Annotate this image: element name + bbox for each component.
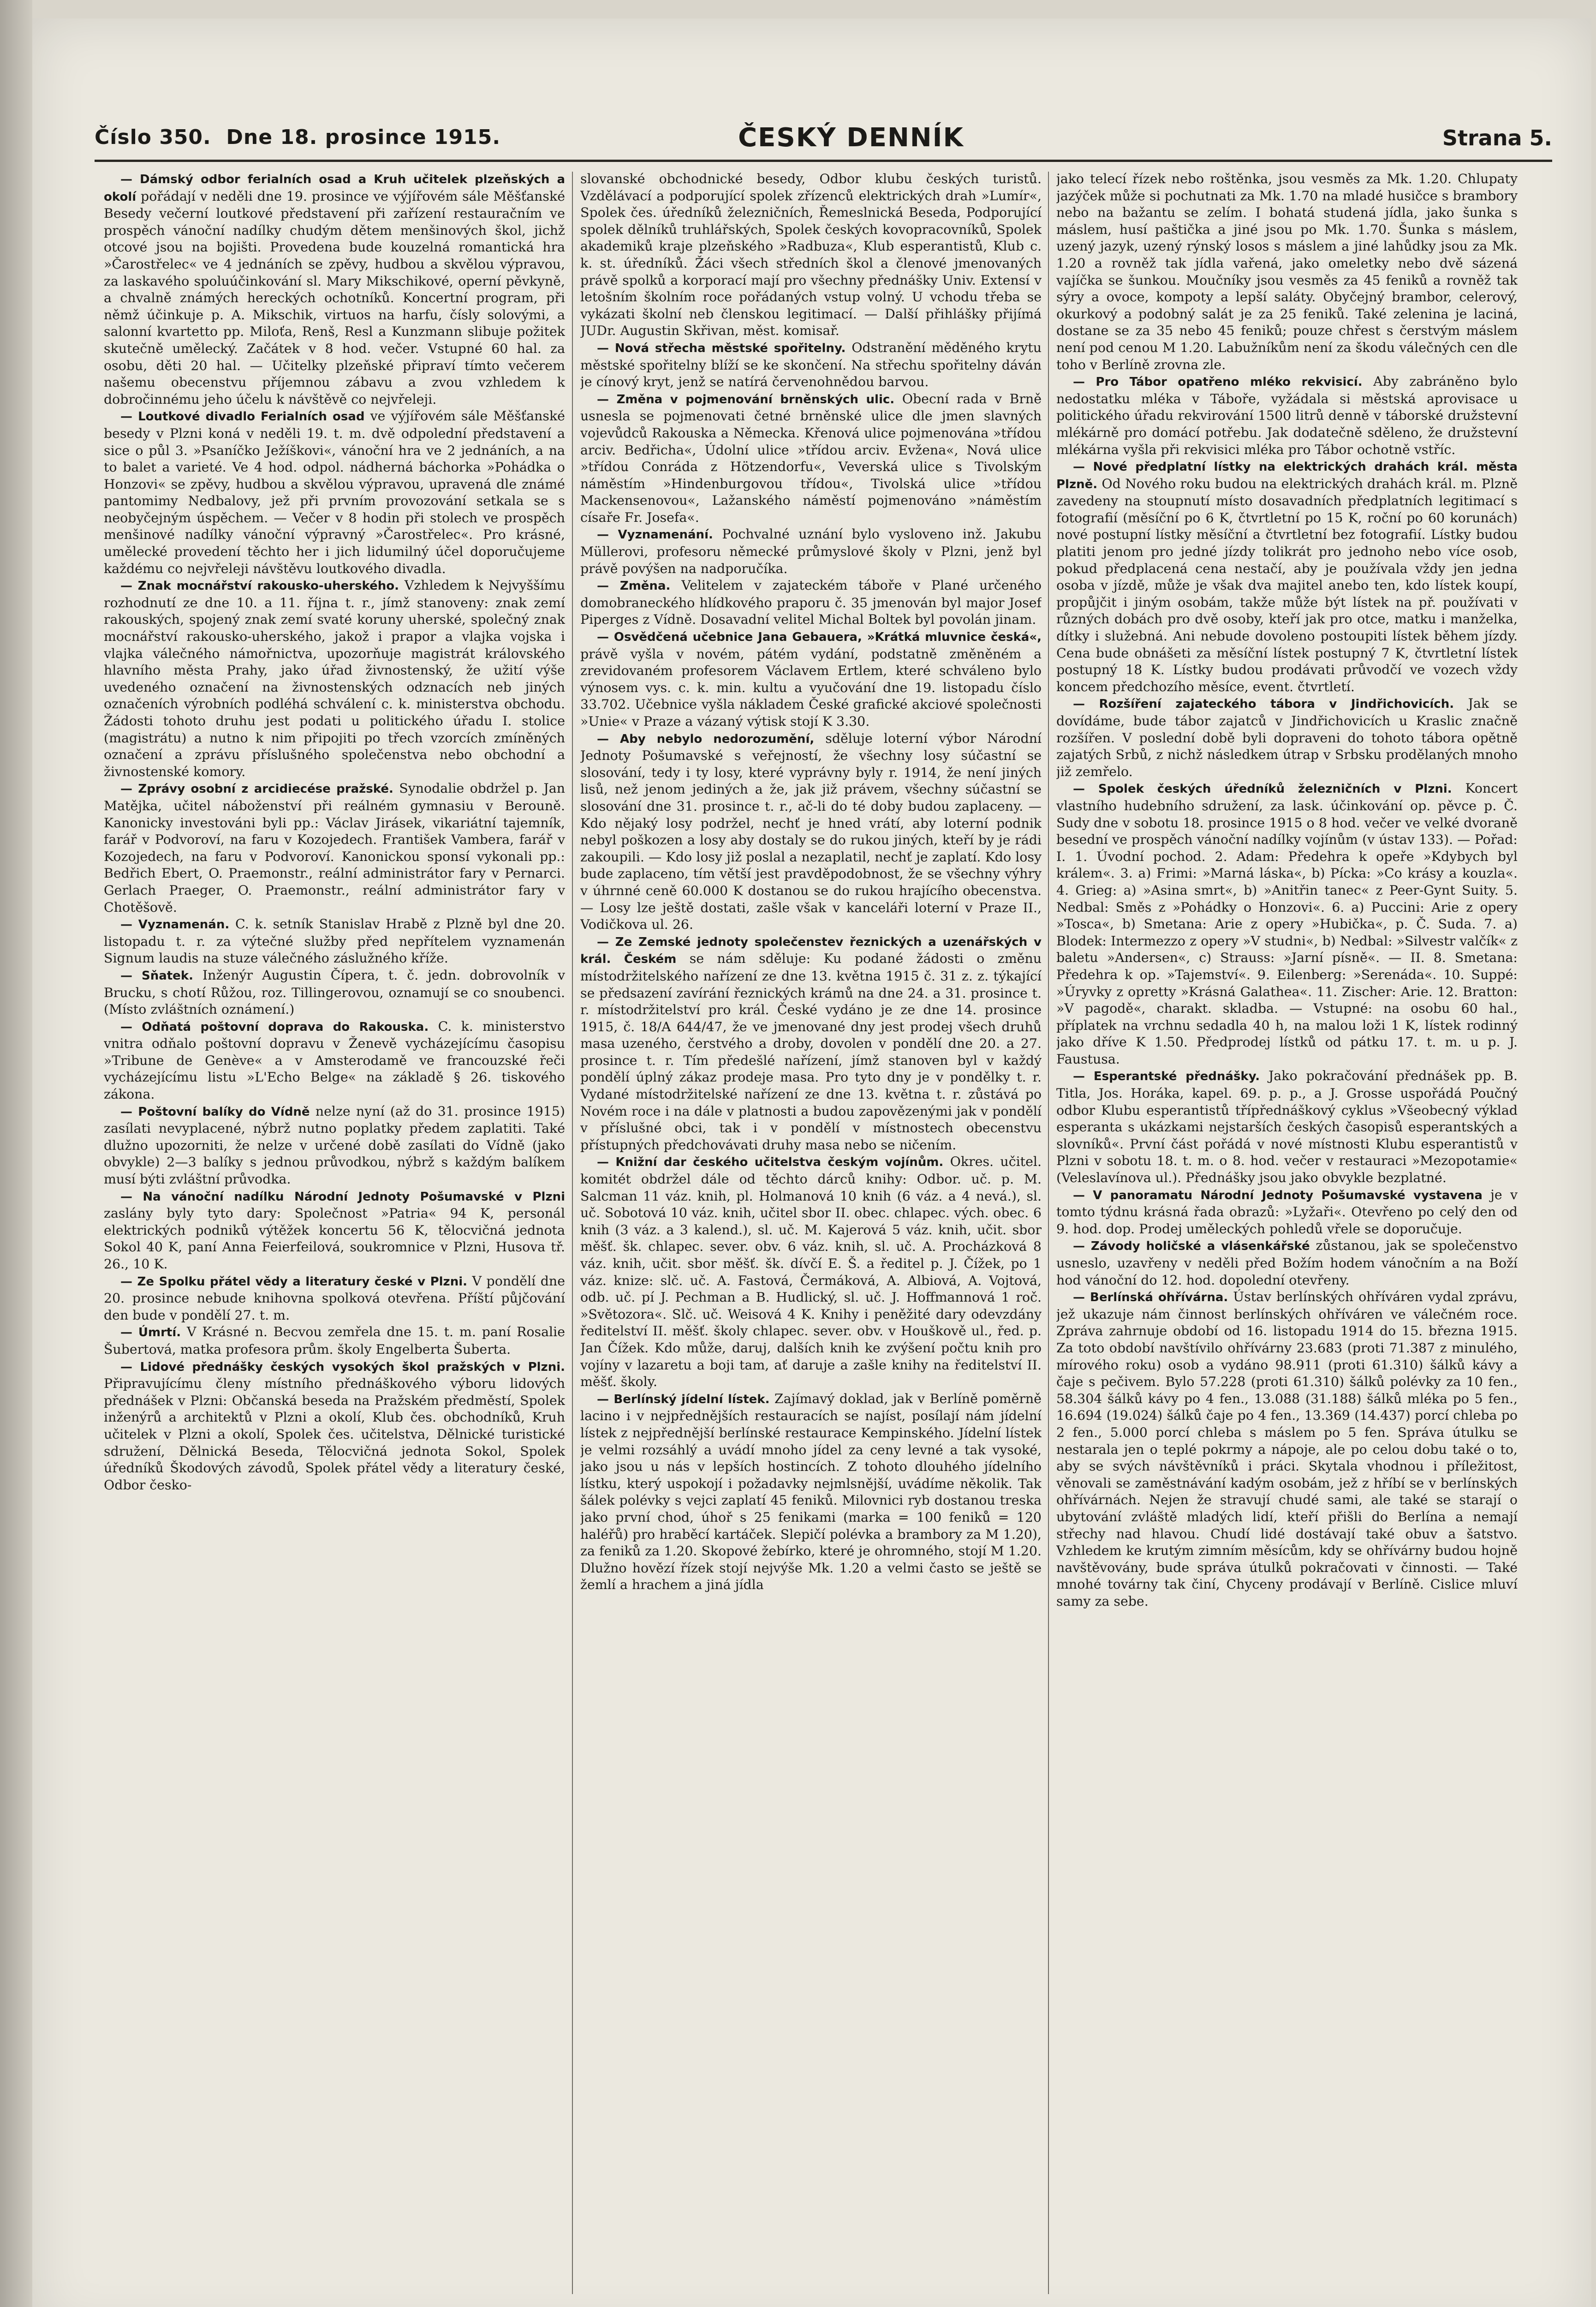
article-headline: — Změna v pojmenování brněnských ulic. [597,392,895,406]
article-headline: — Berlínská ohřívárna. [1073,1291,1228,1305]
article-headline: — Knižní dar českého učitelstva českým vojínům. [597,1155,944,1170]
article-headline: — Vyznamenání. [597,528,713,542]
article-body: jako telecí řízek nebo roštěnka, jsou vesměs za Mk. 1.20. Chlupaty jazýček může si pochutnati za Mk. 1.70 na mladé husičce s brambory nebo na bažantu se zelím. I bohatá studená jídla, jako šunka s máslem, husí paštička a jiné jsou po Mk. 1.70. Šunka s máslem, uzený jazyk, uzený rýnský losos s máslem a jiné lahůdky jsou za Mk. 1.20 a rovněž tak jídla vařená, jako omeletky nebo dvě sázená vajíčka se šunkou. Moučníky jsou vesměs za 45 feniků a rovněž tak sýry a ovoce, kompoty a lepší saláty. Obyčejný brambor, celerový, okurkový a podobný salát je za 25 feniků. Také zelenina je laciná, dostane se za 35 nebo 45 feniků; pouze chřest s čerstvým máslem není pod cenou M 1.20. Labužníkům není za škodu válečných cen dle toho v Berlíně zrovna zle. [1056,171,1518,372]
issue-number: Číslo 350. [95,126,211,149]
article-headline: — Berlínský jídelní lístek. [597,1392,770,1406]
article-body: Jak se dovídáme, bude tábor zajatců v Jindřichovicích u Kraslic značně rozšířen. V poslední době byli dopraveni do tohoto tábora opětně zajatých Srbů, z nichž následkem útrap v Srbsku prodělaných mnoho již zemřelo. [1056,696,1518,779]
article-paragraph [580,730,1042,933]
page-number: Strana 5. [1442,126,1552,150]
issue-date-line [95,126,500,149]
article-body: Zajímavý doklad, jak v Berlíně poměrně lacino i v nejpřednějších restauracích se najíst, posílají nám jídelní lístek z nejpřednější berlínské restaurace Kempinského. Jídelní lístek je velmi rozsáhlý a uvádí mnoho jídel za ceny levné a tak vysoké, jako jsou u nás v lepších hostincích. Z tohoto dlouhého jídelního lístku, který uspokojí i požadavky nejmlsnější, uvádíme několik. Tak šálek polévky s vejci zaplatí 45 feniků. Milovnici ryb dostanou treska jako první chod, úhoř s 25 fenikami (marka = 100 feniků = 120 haléřů) pro hraběcí kartáček. Slepičí polévka a brambory za M 1.20), za feniků za 1.20. Skopové žebírko, které je ohromného, stojí M 1.20. Dlužno hovězí řízek stojí nejvýše Mk. 1.20 a velmi často se ještě se žemlí a hrachem a jiná jídla [580,1391,1042,1593]
article-headline: — Esperantské přednášky. [1073,1070,1260,1084]
article-headline: — Vyznamenán. [120,918,230,932]
article-paragraph [580,1391,1042,1594]
article-body: Ústav berlínských ohříváren vydal zprávu, jež ukazuje nám činnost berlínských ohříváren ve válečném roce. Zpráva zahrnuje období od 16. listopadu 1914 do 15. března 1915. Za toto období navštívilo ohřívárny 23.683 (proti 71.387 z minulého, mírového roku) osob a vydáno 98.911 (proti 61.310) šálků kávy a čaje s pečivem. Bylo 57.228 (proti 61.310) šálků polévky za 10 fen., 58.304 šálků kávy po 4 fen., 13.088 (31.188) šálků mléka po 5 fen., 16.694 (19.024) šálků čaje po 4 fen., 13.369 (14.437) porcí chleba po 2 fen., 5.000 porcí chleba s máslem po 5 fen. Správa útulku se nestarala jen o teplé pokrmy a nápoje, ale po celou dobu také o to, aby se svých návštěvníků i práci. Skytala vhodnou i příležitost, věnovali se zaměstnávání kadým osobám, jež z hříbí se v berlínských ohřívárnách. Nejen že stravují chudé sami, ale také se starají o ubytování zvláště mladých lidí, kteří přišli do Berlína a nemají střechy nad hlavou. Chudí lidé dostávají také obuv a šatstvo. Vzhledem ke krutým zimním měsícům, kdy se ohřívárny budou hojně navštěvovány, bude správa útulků pokračovati v činnosti. — Také mnohé továrny tak činí, Chyceny prodávají v Berlíně. Cislice mluví samy za sebe. [1056,1289,1518,1609]
article-headline: — Na vánoční nadílku Národní Jednoty Pošumavské v Plzni [120,1189,565,1204]
article-headline: — Osvědčená učebnice Jana Gebauera, »Krátká mluvnice česká«, [597,630,1042,645]
article-headline: — Zprávy osobní z arcidiecése pražské. [120,782,393,796]
article-paragraph [580,391,1042,526]
article-headline: — Nové předplatní lístky na elektrických drahách král. města Plzně. [1056,460,1518,491]
issue-date: Dne 18. prosince 1915. [226,126,501,149]
article-paragraph [1056,1068,1518,1186]
article-paragraph [104,1103,565,1188]
article-body: Odstranění měděného krytu městské spořitelny blíží se ke skončení. Na střechu spořitelny dáván je cínový kryt, jenž se natírá červenohnědou barvou. [580,340,1042,390]
article-paragraph [1056,458,1518,695]
article-body: zaslány byly tyto dary: Společnost »Patria« 94 K, personál elektrických podniků výtěžek koncertu 56 K, tělocvičná jednota Sokol 40 K, paní Anna Feierfeilová, soukromnice v Plzni, Husova tř. 26., 10 K. [104,1206,565,1272]
article-paragraph [580,340,1042,391]
article-body: je v tomto týdnu krásná řada obrazů: »Lyžaři«. Otevřeno po celý den od 9. hod. dop. Prodej uměleckých pohledů vřele se doporučuje. [1056,1187,1518,1237]
column-1 [104,171,565,2302]
article-headline: — Závody holičské a vlásenkářské [1073,1239,1310,1254]
article-body: Připravujícímu členy místního přednáškového výboru lidových přednášek v Plzni: Občanská beseda na Pražském předměstí, Spolek inženýrů a architektů v Plzni a okolí, Klub čes. obchodníků, Kruh učitelek v Plzni a okolí, Spolek čes. učitelstva, Dělnické turistické sdružení, Dělnická Beseda, Tělocvičná jednota Sokol, Spolek úředníků Škodových závodů, Spolek přátel vědy a literatury české, Odbor česko- [104,1376,565,1493]
article-paragraph [1056,780,1518,1068]
article-paragraph [104,577,565,780]
article-paragraph [104,1273,565,1324]
article-body: Jako pokračování přednášek pp. B. Titla, Jos. Horáka, kapel. 69. p. p., a J. Grosse uspořádá Poučný odbor Klubu esperantistů třípřednáškový cyklus »Všeobecný výklad esperanta s ukázkami nejstarších českých časopisů esperantských a slovníků«. První část pořádá v nové místnosti Klubu esperantistů v Plzni v sobotu 18. t. m. o 8. hod. večer v restauraci »Mezopotamie« (Veleslavínova ul.). Přednášky jsou jako obvykle bezplatné. [1056,1068,1518,1186]
article-body: V Krásné n. Becvou zemřela dne 15. t. m. paní Rosalie Šubertová, matka profesora prům. školy Engelberta Šuberta. [104,1324,565,1357]
article-paragraph [104,408,565,577]
article-body: zůstanou, jak se společenstvo usneslo, uzavřeny v neděli před Božím hodem vánočním a na Boží hod vánoční do 12. hod. dopolední otevřeny. [1056,1238,1518,1288]
article-headline: — Znak mocnářství rakousko-uherského. [120,579,399,593]
article-headline: — Úmrtí. [120,1326,181,1340]
article-paragraph [1056,695,1518,780]
article-paragraph [104,916,565,967]
article-paragraph [580,628,1042,730]
column-2 [580,171,1042,2302]
article-headline: — Poštovní balíky do Vídně [120,1105,310,1119]
article-body: Obecní rada v Brně usnesla se pojmenovati četné brněnské ulice dle jmen slavných vojevůdců Rakouska a Německa. Křenová ulice pojmenována »třídou arciv. Bedřicha«, Údolní ulice »třídou arciv. Evžena«, Nová ulice »třídou Conráda z Hötzendorfu«, Veverská ulice s Tivolským náměstím »Hindenburgovou třídou«, Tivolská ulice »třídou Mackensenovou«, Lažanského náměstí pojmenováno »náměstím císaře Fr. Josefa«. [580,391,1042,525]
article-paragraph [104,171,565,408]
article-paragraph [580,933,1042,1154]
article-body: Pochvalné uznání bylo vysloveno inž. Jakubu Müllerovi, profesoru německé průmyslové školy v Plzni, jenž byl právě povýšen na nadporučíka. [580,526,1042,576]
article-headline: — Změna. [597,579,671,593]
article-paragraph [580,577,1042,628]
article-body: nelze nyní (až do 31. prosince 1915) zasílati nevyplacené, nýbrž nutno poplatky předem zaplatiti. Také dlužno upozorniti, že nelze v určené době zasílati do Vídně (jako obvykle) 2—3 balíky s jednou průvodkou, nýbrž s každým balíkem musí býti zvláštní průvodka. [104,1103,565,1187]
article-body: Koncert vlastního hudebního sdružení, za lask. účinkování op. pěvce p. Č. Sudy dne v sobotu 18. prosince 1915 o 8 hod. večer ve velké dvoraně besední ve prospěch vánoční nadílky vojínům (v ústav 133). — Pořad: I. 1. Úvodní pochod. 2. Adam: Předehra k opeře »Kdybych byl králem«. 3. a) Frimi: »Marná láska«, b) Pícka: »Co krásy a kouzla«. 4. Grieg: a) »Asina smrt«, b) »Anitřin tanec« z Peer-Gynt Suity. 5. Nedbal: Směs z »Pohádky o Honzovi«. 6. a) Puccini: Arie z opery »Tosca«, b) Smetana: Arie z opery »Hubička«, p. Č. Suda. 7. a) Blodek: Intermezzo z opery »V studni«, b) Nedbal: »Silvestr valčík« z baletu »Andersen«, c) Strauss: »Jarní písně«. — II. 8. Smetana: Předehra k op. »Tajemství«. 9. Eilenberg: »Serenáda«. 10. Suppé: »Úryvky z opretty »Krásná Galathea«. 11. Zischer: Arie. 12. Bratton: »V pagodě«, charakt. skladba. — Vstupné: na osobu 60 hal., příplatek na vrchnu sedadla 40 h, na malou loži 1 K, lístek rodinný jako dříve K 1.50. Předprodej lístků od pátku 17. t. m. u p. J. Faustusa. [1056,781,1518,1067]
article-paragraph [1056,1187,1518,1238]
article-paragraph [580,171,1042,340]
column-separator [1048,172,1049,2294]
article-headline: — Rozšíření zajateckého tábora v Jindřichovicích. [1073,697,1454,711]
article-body: Aby zabráněno bylo nedostatku mléka v Táboře, vyžádala si městská aprovisace u politického úřadu rekvirování 1500 litrů denně v táborské družstevní mlékárně pro domácí potřebu. Jak dodatečně sděleno, že družstevní mlékárna vyšla při rekvisici mléka pro Tábor ochotně vstříc. [1056,374,1518,457]
article-body: sděluje loterní výbor Národní Jednoty Pošumavské s veřejností, že všechny losy súčastní se slosování, tedy i ty losy, které vyprávny byly r. 1914, že není jiných lisů, než jenom jediných a že, jak již právem, všechny súčastní se slosování dne 31. prosince t. r., ač-li do té doby budou zaplaceny. — Kdo nějaký losy podržel, nechť je hned vrátí, aby loterní podnik nebyl poškozen a losy aby dostaly se do rukou jiných, kteří by je rádi zakoupili. — Kdo losy již poslal a nezaplatil, nechť je zaplatí. Kdo losy bude zaplaceno, tím větší jest pravděpodobnost, že se všechny výhry v úhrnné ceně 60.000 K dostanou se do rukou hrajícího obecenstva. — Losy lze ještě dostati, zašle však v kanceláři loterní v Praze II., Vodičkova ul. 26. [580,730,1042,932]
column-3 [1056,171,1518,2302]
article-body: právě vyšla v novém, pátém vydání, podstatně změněném a zrevidovaném profesorem Václavem Ertlem, které schváleno bylo výnosem vys. c. k. min. kultu a vyučování dne 19. listopadu číslo 33.702. Učebnice vyšla nákladem České grafické akciové společnosti »Unie« v Praze a vázaný výtisk stojí K 3.30. [580,646,1042,729]
article-headline: — Spolek českých úředníků železničních v Plzni. [1073,782,1452,796]
article-headline: — Ze Zemské jednoty společenstev řeznických a uzenářských v král. Českém [580,935,1042,967]
article-paragraph [104,1358,565,1494]
article-body: Okres. učitel. komitét obdržel dále od těchto dárců knihy: Odbor. uč. p. M. Salcman 11 váz. knih, pl. Holmanová 10 knih (6 váz. a 4 nevá.), sl. uč. Sobotová 10 váz. knih, učitel sbor II. obec. chlapec. vých. obec. 6 knih (3 váz. a 3 kalend.), sl. uč. M. Kajerová 5 váz. knih, učit. sbor měšť. šk. chlapec. sever. obv. 6 váz. knih, sl. uč. A. Procházková 8 váz. knih, učit. sbor měšť. šk. dívčí E. Š. a ředitel p. J. Čížek, po 1 váz. knize: slč. uč. A. Fastová, Čermáková, A. Albiová, A. Vojtová, odb. uč. pí J. Pechman a B. Hudlický, sl. uč. J. Hoffmannová 1 roč. »Světozora«. Slč. uč. Weisová 4 K. Knihy i peněžité dary odevzdány ředitelství II. měšť. školy chlapec. sever. obv. v Houškově ul., řed. p. Jan Čížek. Kdo může, daruj, dalších knih ke zvýšení počtu knih pro vojíny v lazaretu a boji tam, ať daruje a zašle knihy na ředitelství II. měšť. školy. [580,1154,1042,1390]
article-headline: — Odňatá poštovní doprava do Rakouska. [120,1020,429,1034]
article-paragraph [104,1018,565,1103]
article-body: Od Nového roku budou na elektrických drahách král. m. Plzně zavedeny na stoupnutí místo dosavadních předplatních legitimací s fotografií (měsíční po 6 K, čtvrtletní po 15 K, roční po 60 korunách) nové postupní lístky měsíční a čtvrtletní bez fotografií. Lístky budou platiti jenom pro jedné jízdy tolikrát pro jednoho nebo více osob, pokud předplacená cena nestačí, aby je používala vždy jen jedna osoba v jízdě, může je však dva majitel anebo ten, kdo lístek koupí, propůjčit i jiným osobám, takže může být lístek na př. používati v různých dobách pro dvě osoby, kteří jak pro otce, matku i manželka, dítky i služebná. Ani nebude dovoleno postoupiti lístek během jízdy. Cena bude obnášeti za měsíční lístek postupný 7 K, čtvrtletní lístek postupný 18 K. Lístky budou prodávati průvodčí ve vozech vždy koncem předchozího měsíce, event. čtvrtletí. [1056,476,1518,694]
article-headline: — Ze Spolku přátel vědy a literatury české v Plzni. [120,1274,467,1289]
article-body: C. k. setník Stanislav Hrabě z Plzně byl dne 20. listopadu t. r. za výtečné služby před nepřítelem vyznamenán Signum laudis na stuze válečného záslužného kříže. [104,916,565,966]
article-paragraph [104,1188,565,1273]
article-body: Velitelem v zajateckém táboře v Plané určeného domobraneckého hlídkového praporu č. 35 jmenován byl major Josef Piperges z Vídně. Dosavadní velitel Michal Boltek byl povolán jinam. [580,578,1042,628]
article-paragraph [1056,373,1518,458]
article-body: V pondělí dne 20. prosince nebude knihovna spolková otevřena. Příští půjčování den bude v pondělí 27. t. m. [104,1273,565,1323]
article-headline: — Nová střecha městské spořitelny. [597,341,846,355]
article-paragraph [1056,171,1518,373]
article-body: Vzhledem k Nejvyššímu rozhodnutí ze dne 10. a 11. října t. r., jímž stanoveny: znak zemí rakouských, spojený znak zemí svaté koruny uherské, společný znak mocnářství rakousko-uherského, jakož i prapor a vlajka vojska i vlajka válečného námořnictva, upozorňuje magistrát královského hlavního města Prahy, jako úřad živnostenský, že užití výše uvedeného označení na živnostenských odznacích neb jiných označeních výrobních podléhá schválení c. k. ministerstva obchodu. Žádosti tohoto druhu jest podati u politického úřadu I. stolice (magistrátu) a nutno k nim připojiti po třech vzorcích zmíněných označení a zprávu příslušného společenstva nebo obchodní a živnostenské komory. [104,578,565,779]
article-headline: — Lidové přednášky českých vysokých škol pražských v Plzni. [120,1360,565,1374]
article-body: Inženýr Augustin Čípera, t. č. jedn. dobrovolník v Brucku, s chotí Růžou, roz. Tillingerovou, oznamují se co snoubenci. (Místo zvláštních oznámení.) [104,967,565,1017]
article-body: Synodalie obdržel p. Jan Matějka, učitel náboženství při reálném gymnasiu v Berouně. Kanonicky investováni byli pp.: Václav Jirásek, vikariátní tajemník, farář v Podvoroví, na faru v Kozojedech. František Vambera, farář v Kozojedech, na faru v Podvoroví. Kanonickou sponsí vykonali pp.: Bedřich Ebert, O. Praemonstr., reální administrátor fary v Pernarci. Gerlach Praeger, O. Praemonstr., reální administrátor fary v Chotěšově. [104,781,565,915]
masthead-rule [95,160,1552,162]
column-separator [572,172,573,2294]
article-body: ve výjířovém sále Měšťanské besedy v Plzni koná v neděli 19. t. m. dvě odpolední představení a sice o půl 3. »Psaníčko Ježíškovi«, vánoční hra ve 2 jednáních, a na to balet a varieté. Ve 4 hod. odpol. nádherná báchorka »Pohádka o Honzovi« se zpěvy, hudbou a skvělou výpravou, upravená dle známé pantomimy Nedbalovy, jež při prvním provozování setkala se s neobyčejným úspěchem. — Večer v 8 hodin při stolech ve prospěch menšinové nadílky vánoční výpravný »Čarostřelec«. Pro krásné, umělecké provedení těchto her i jich lidumilný účel doporučujeme každému co nejvřeleji návštěvu loutkového divadla. [104,408,565,576]
article-paragraph [1056,1289,1518,1610]
article-body: slovanské obchodnické besedy, Odbor klubu českých turistů. Vzdělávací a podporující spolek zřízenců elektrických drah »Lumír«, Spolek čes. úředníků železničních, Řemeslnická Beseda, Podporující spolek dělníků truhlářských, Spolek českých kovopracovníků, Spolek akademiků kraje plzeňského »Radbuza«, Klub esperantistů, Klub c. k. st. úředníků. Žáci všech středních škol a členové jmenovaných právě spolků a korporací mají pro všechny přednášky Univ. Extensí v letošním školním roce pořádaných vstup volný. U vchodu třeba se vykázati školní neb členskou legitimací. — Další přihlášky přijímá JUDr. Augustin Skřivan, měst. komisař. [580,171,1042,339]
binding-strip [0,0,32,2307]
article-paragraph [104,780,565,916]
article-headline: — Aby nebylo nedorozumění, [597,732,815,746]
article-paragraph [580,526,1042,577]
article-body: C. k. ministerstvo vnitra odňalo poštovní dopravu v Ženevě vycházejícímu časopisu »Tribune de Genève« a v Amsterodamě ve francouzské řeči vycházejícímu listu »L'Echo Belge« na základě § 26. tiskového zákona. [104,1018,565,1102]
article-headline: — Sňatek. [120,968,193,983]
article-headline: — Loutkové divadlo Ferialních osad [120,410,365,424]
article-paragraph [1056,1237,1518,1289]
article-headline: — V panoramatu Národní Jednoty Pošumavské vystavena [1073,1188,1483,1202]
article-body: se nám sděluje: Ku podané žádosti o změnu místodržitelského nařízení ze dne 13. května 1915 č. 31 z. z. týkající se předsazení zavírání řeznických krámů na dne 24. a 31. prosince t. r. místodržitelství pro král. České vydáno je ze dne 14. prosince 1915, č. 18/A 644/47, že ve jmenované dny jest prodej všech druhů masa uzeného, čerstvého a droby, dovolen v pondělí dne 20. a 27. prosince t. r. Tím předešlé nařízení, jímž stanoven byl v každý pondělí úplný zákaz prodeje masa. Pro tyto dny je v pondělky t. r. Vydané místodržitelské nařízení ze dne 13. května t. r. zůstává po Novém roce i na dále v platnosti a budou zapovězenými jak v pondělí v příslušné obci, tak i v pondělí v místnostech obecenstvu přístupných předchovávati druhy masa nebo se ničením. [580,951,1042,1153]
article-body: pořádají v neděli dne 19. prosince ve výjířovém sále Měšťanské Besedy večerní loutkové představení při zařízení restauračním ve prospěch vánoční nadílky chudým dětem menšinových škol, jichž otcové jsou na bojišti. Provedena bude kouzelná romantická hra »Čarostřelec« ve 4 jednáních se zpěvy, hudbou a skvělou výpravou, za laskavého spoluúčinkování sl. Mary Mikschikové, operní pěvkyně, a chvalně známých hereckých ochotníků. Koncertní program, při němž účinkuje p. A. Mikschik, virtuos na harfu, čísly solovými, a salonní kvartetto pp. Miloťa, Renš, Resl a Kunzmann slibuje požitek skutečně umělecký. Začátek v 8 hod. večer. Vstupné 60 hal. za osobu, děti 20 hal. — Učitelky plzeňské připraví tímto večerem našemu obecenstvu příjemnou zábavu a zvou vzhledem k dobročinnému jeho účelu k návštěvě co nejvřeleji. [104,188,565,407]
article-paragraph [580,1154,1042,1390]
article-headline: — Dámský odbor ferialních osad a Kruh učitelek plzeňských a okolí [104,173,565,204]
article-headline: — Pro Tábor opatřeno mléko rekvisicí. [1073,375,1363,389]
newspaper-title: ČESKÝ DENNÍK [738,123,964,153]
article-paragraph [104,967,565,1018]
article-paragraph [104,1324,565,1358]
masthead [95,123,1552,158]
